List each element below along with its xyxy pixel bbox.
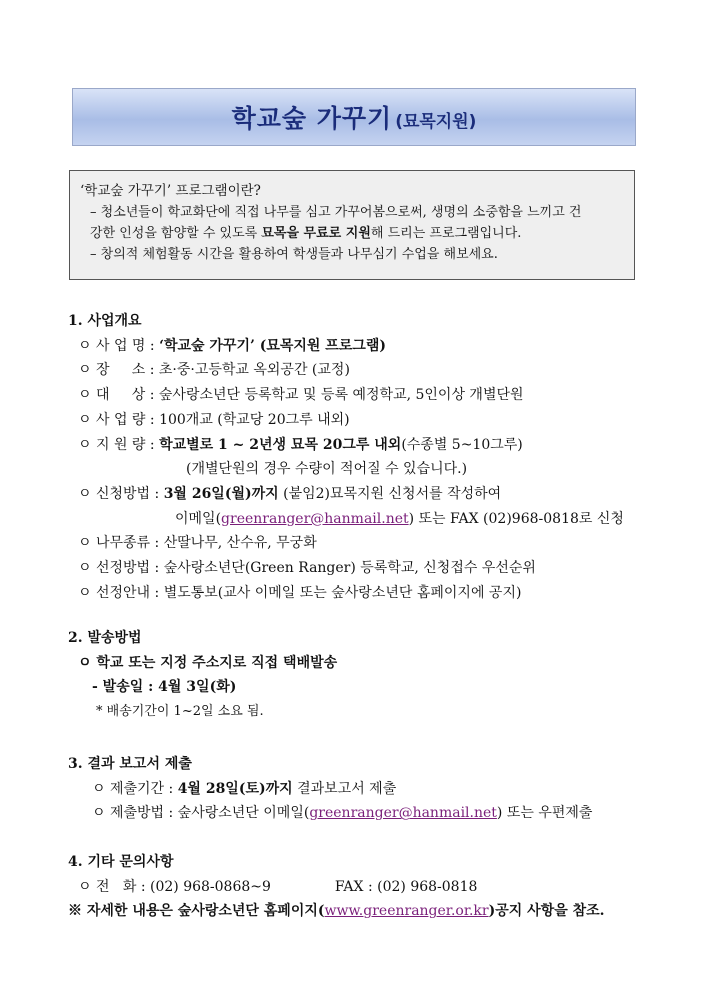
overview-row-support-note: (개별단원의 경우 수량이 적어질 수 있습니다.) (186, 461, 468, 478)
overview-row-support: ㅇ 지 원 량 : 학교별로 1 ~ 2년생 묘목 20그루 내외(수종별 5~10그루) (78, 436, 523, 453)
intro-line-3: – 창의적 체험활동 시간을 활용하여 학생들과 나무심기 수업을 해보세요. (90, 247, 498, 262)
overview-row-selection-notice: ㅇ 선정안내 : 별도통보(교사 이메일 또는 숲사랑소년단 홈페이지에 공지) (78, 584, 522, 601)
section-contact (68, 850, 605, 924)
section-contact-title: 4. 기타 문의사항 (68, 854, 174, 870)
email-link[interactable]: greenranger@hanmail.net (221, 510, 409, 527)
overview-row-selection-method: ㅇ 선정방법 : 숲사랑소년단(Green Ranger) 등록학교, 신청접수 우선순위 (78, 560, 536, 577)
overview-row-name: ㅇ 사 업 명 : ‘학교숲 가꾸기’ (묘목지원 프로그램) (78, 337, 387, 354)
intro-line-1: – 청소년들이 학교화단에 직접 나무를 심고 가꾸어봄으로써, 생명의 소중함을 느끼고 건 (90, 205, 582, 220)
shipping-row-note: * 배송기간이 1~2일 소요 됨. (96, 704, 264, 720)
overview-row-amount: ㅇ 사 업 량 : 100개교 (학교당 20그루 내외) (78, 411, 350, 428)
section-overview-title: 1. 사업개요 (68, 313, 142, 329)
overview-row-species: ㅇ 나무종류 : 산딸나무, 산수유, 무궁화 (78, 535, 317, 552)
contact-row-phone: ㅇ 전 화 : (02) 968-0868~9 FAX : (02) 968-0818 (78, 878, 478, 895)
page-subtitle: (묘목지원) (395, 112, 477, 132)
shipping-row-method: ㅇ 학교 또는 지정 주소지로 직접 택배발송 (78, 654, 338, 671)
intro-box (69, 170, 635, 280)
intro-emphasis: 묘목을 무료로 지원 (261, 226, 371, 241)
overview-row-apply: ㅇ 신청방법 : 3월 26일(월)까지 (붙임2)묘목지원 신청서를 작성하여 (78, 485, 502, 502)
homepage-link[interactable]: www.greenranger.or.kr (324, 903, 489, 920)
report-row-period: ㅇ 제출기간 : 4월 28일(토)까지 결과보고서 제출 (92, 780, 397, 797)
section-overview (68, 309, 624, 605)
report-row-method: ㅇ 제출방법 : 숲사랑소년단 이메일(greenranger@hanmail.net) 또는 우편제출 (92, 805, 593, 822)
intro-heading: ‘학교숲 가꾸기’ 프로그램이란? (80, 183, 261, 199)
overview-row-place: ㅇ 장 소 : 초·중·고등학교 옥외공간 (교정) (78, 362, 350, 379)
section-shipping-title: 2. 발송방법 (68, 630, 142, 646)
intro-line-2: 강한 인성을 함양할 수 있도록 묘목을 무료로 지원해 드리는 프로그램입니다. (90, 226, 522, 241)
section-report-title: 3. 결과 보고서 제출 (68, 756, 192, 772)
section-report (68, 752, 592, 826)
page-title: 학교숲 가꾸기 (231, 104, 393, 133)
overview-row-target: ㅇ 대 상 : 숲사랑소년단 등록학교 및 등록 예정학교, 5인이상 개별단원 (78, 387, 524, 404)
title-banner (72, 88, 636, 146)
section-shipping (68, 626, 337, 725)
shipping-row-date: - 발송일 : 4월 3일(화) (92, 679, 237, 696)
overview-row-apply-cont: 이메일(greenranger@hanmail.net) 또는 FAX (02)968-0818로 신청 (175, 510, 624, 527)
contact-row-note: ※ 자세한 내용은 숲사랑소년단 홈페이지(www.greenranger.or.kr)공지 사항을 참조. (68, 903, 605, 920)
report-email-link[interactable]: greenranger@hanmail.net (309, 805, 497, 822)
